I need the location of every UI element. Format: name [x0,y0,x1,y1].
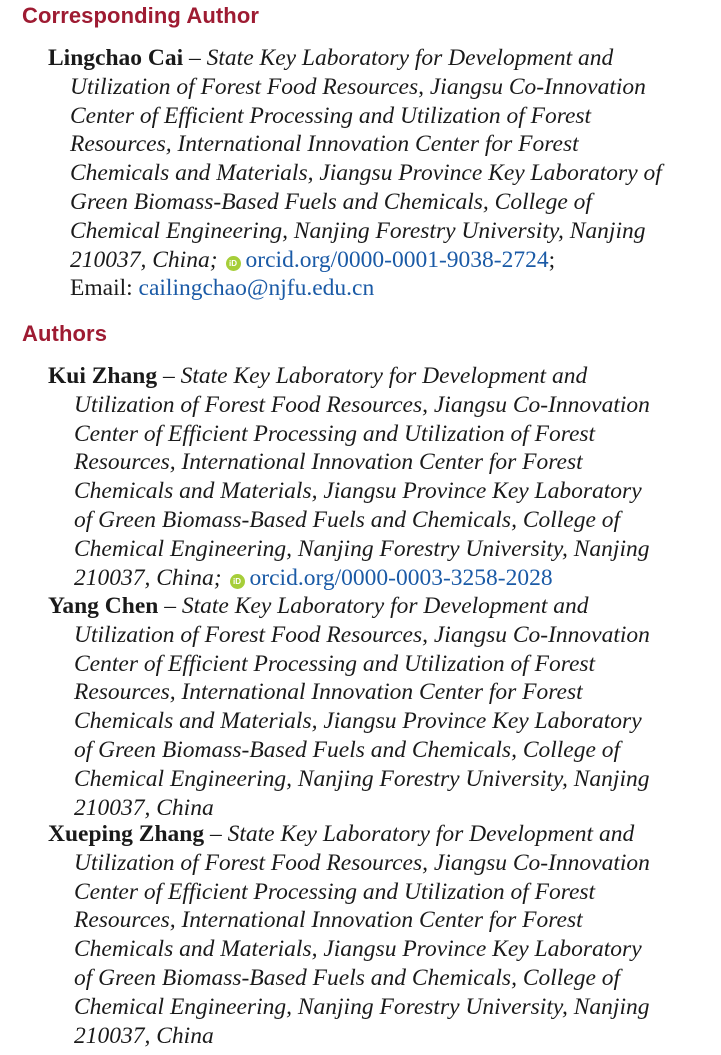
orcid-icon: iD [226,256,241,271]
name-dash: – [204,821,228,847]
name-dash: – [158,593,182,619]
affiliation-line: Resources, International Innovation Center for Forest [74,449,583,476]
author-name: Lingchao Cai [48,45,184,71]
affiliation-line: Center of Efficient Processing and Utilization of Forest [70,102,592,129]
author-entry [48,362,721,592]
orcid-icon: iD [230,574,245,589]
affiliation-line: Chemical Engineering, Nanjing Forestry University, Nanjing [74,535,650,562]
affiliation-line: State Key Laboratory for Development and [227,821,635,847]
affiliation-line: Center of Efficient Processing and Utilization of Forest [74,420,596,447]
affiliation-line: Utilization of Forest Food Resources, Jiangsu Co-Innovation [70,73,646,100]
author-name: Xueping Zhang [48,821,205,847]
affiliation-line: 210037, China [74,794,214,821]
affiliation-line: Chemical Engineering, Nanjing Forestry University, Nanjing [74,993,650,1020]
affiliation-line: Chemicals and Materials, Jiangsu Province Key Laboratory [74,936,642,963]
orcid-link[interactable]: orcid.org/0000-0001-9038-2724 [245,246,549,273]
email-link[interactable]: cailingchao@njfu.edu.cn [138,275,375,302]
affiliation-line: State Key Laboratory for Development and [180,363,588,389]
affiliation-line: Center of Efficient Processing and Utilization of Forest [74,650,596,677]
author-entry [48,592,721,822]
affiliation-line: Resources, International Innovation Center for Forest [74,907,583,934]
affiliation-line: State Key Laboratory for Development and [181,593,589,619]
affiliation-line: Chemicals and Materials, Jiangsu Province Key Laboratory [74,478,642,505]
affiliation-line: of Green Biomass-Based Fuels and Chemicals, College of [74,506,621,533]
author-name: Kui Zhang [48,363,158,389]
affiliation-line: Center of Efficient Processing and Utilization of Forest [74,878,596,905]
affiliation-line: Chemicals and Materials, Jiangsu Province Key Laboratory [74,708,642,735]
author-entry [48,820,721,1050]
affiliation-line: State Key Laboratory for Development and [206,45,614,71]
name-dash: – [183,45,207,71]
author-name: Yang Chen [48,593,159,619]
affiliation-line: Chemicals and Materials, Jiangsu Province Key Laboratory of [70,160,662,187]
affiliation-line: Resources, International Innovation Center for Forest [74,679,583,706]
affiliation-line: Utilization of Forest Food Resources, Jiangsu Co-Innovation [74,849,650,876]
affiliation-line: Utilization of Forest Food Resources, Jiangsu Co-Innovation [74,621,650,648]
corresponding-author-entry [48,44,721,303]
affiliation-line: Green Biomass-Based Fuels and Chemicals, College of [70,188,592,215]
affiliation-line: of Green Biomass-Based Fuels and Chemicals, College of [74,964,621,991]
name-dash: – [157,363,181,389]
affiliation-line: Chemical Engineering, Nanjing Forestry University, Nanjing [70,217,646,244]
affiliation-line: 210037, China [74,1022,214,1049]
affiliation-line: of Green Biomass-Based Fuels and Chemicals, College of [74,736,621,763]
orcid-link[interactable]: orcid.org/0000-0003-3258-2028 [249,564,553,591]
affiliation-line: Resources, International Innovation Center for Forest [70,131,579,158]
affiliation-line: Utilization of Forest Food Resources, Jiangsu Co-Innovation [74,391,650,418]
email-label: Email: [70,275,139,302]
authors-heading: Authors [22,321,108,346]
affiliation-line: 210037, China; [74,564,222,591]
affiliation-line: 210037, China; [70,246,218,273]
affiliation-line: Chemical Engineering, Nanjing Forestry University, Nanjing [74,765,650,792]
orcid-suffix: ; [548,246,556,273]
corresponding-author-heading: Corresponding Author [22,3,260,28]
